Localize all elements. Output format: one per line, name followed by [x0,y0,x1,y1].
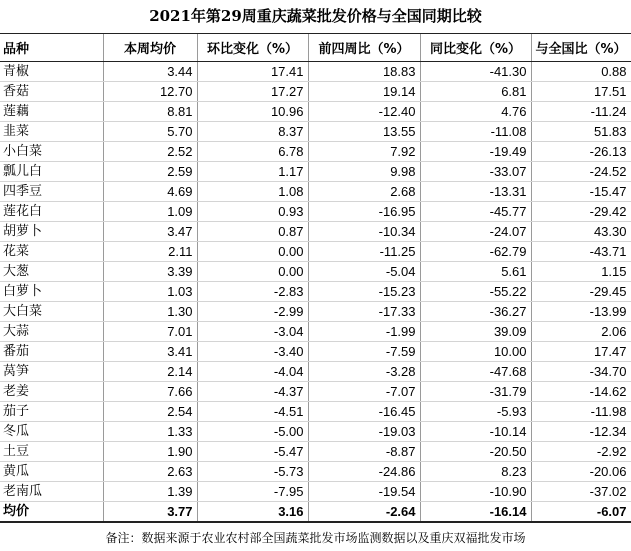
table-row [0,102,631,122]
table-cell: -31.79 [420,382,531,402]
table-cell: 4.76 [420,102,531,122]
table-cell: 1.30 [103,302,197,322]
table-cell: -29.42 [531,202,631,222]
table-cell: -3.04 [197,322,308,342]
column-header: 与全国比（%） [531,34,631,62]
table-cell: 0.00 [197,262,308,282]
table-cell: 9.98 [308,162,420,182]
table-cell: -11.08 [420,122,531,142]
vegetable-name: 莲藕 [0,102,103,122]
table-cell: -10.14 [420,422,531,442]
table-cell: 17.47 [531,342,631,362]
table-cell: 8.23 [420,462,531,482]
table-cell: 5.61 [420,262,531,282]
table-cell: 8.81 [103,102,197,122]
table-row [0,242,631,262]
table-row [0,202,631,222]
table-cell: -16.95 [308,202,420,222]
table-cell: 1.33 [103,422,197,442]
table-cell: 12.70 [103,82,197,102]
table-cell: -20.50 [420,442,531,462]
vegetable-name: 冬瓜 [0,422,103,442]
table-row [0,482,631,502]
table-cell: -41.30 [420,62,531,82]
table-cell: -43.71 [531,242,631,262]
table-cell: 17.27 [197,82,308,102]
table-cell: -13.99 [531,302,631,322]
column-header: 品种 [0,34,103,62]
table-row [0,402,631,422]
table-header-row [0,34,631,62]
table-cell: 3.41 [103,342,197,362]
table-cell: 7.01 [103,322,197,342]
table-cell: 10.00 [420,342,531,362]
table-row [0,462,631,482]
table-cell: 2.59 [103,162,197,182]
table-cell: -7.95 [197,482,308,502]
table-cell: -34.70 [531,362,631,382]
table-row [0,322,631,342]
table-cell: -55.22 [420,282,531,302]
table-cell: -1.99 [308,322,420,342]
table-cell: 3.44 [103,62,197,82]
table-cell: 3.39 [103,262,197,282]
vegetable-name: 青椒 [0,62,103,82]
table-cell: 0.88 [531,62,631,82]
table-cell: -5.47 [197,442,308,462]
table-cell: 2.63 [103,462,197,482]
table-cell: -14.62 [531,382,631,402]
table-cell: 0.87 [197,222,308,242]
table-cell: -12.40 [308,102,420,122]
price-comparison-table [0,33,631,523]
table-cell: -33.07 [420,162,531,182]
table-row [0,382,631,402]
vegetable-name: 四季豆 [0,182,103,202]
table-cell: -45.77 [420,202,531,222]
vegetable-name: 茄子 [0,402,103,422]
page-title: 2021年第29周重庆蔬菜批发价格与全国同期比较 [149,7,482,25]
table-row [0,262,631,282]
table-cell: 2.11 [103,242,197,262]
table-row [0,422,631,442]
table-cell: -8.87 [308,442,420,462]
table-body [0,62,631,523]
table-cell: 13.55 [308,122,420,142]
vegetable-name: 均价 [0,502,103,523]
vegetable-name: 胡萝卜 [0,222,103,242]
table-cell: -4.51 [197,402,308,422]
table-cell: -24.86 [308,462,420,482]
table-cell: -15.47 [531,182,631,202]
table-cell: -13.31 [420,182,531,202]
table-cell: 1.90 [103,442,197,462]
table-cell: -19.54 [308,482,420,502]
table-header [0,34,631,62]
table-cell: -11.98 [531,402,631,422]
table-cell: 6.81 [420,82,531,102]
table-cell: -19.03 [308,422,420,442]
table-cell: -62.79 [420,242,531,262]
table-cell: 18.83 [308,62,420,82]
table-cell: 1.08 [197,182,308,202]
table-cell: 2.52 [103,142,197,162]
column-header: 环比变化（%） [197,34,308,62]
table-row [0,362,631,382]
vegetable-name: 花菜 [0,242,103,262]
table-cell: -16.14 [420,502,531,523]
table-cell: 39.09 [420,322,531,342]
table-cell: -7.07 [308,382,420,402]
table-cell: 19.14 [308,82,420,102]
vegetable-name: 黄瓜 [0,462,103,482]
table-cell: -37.02 [531,482,631,502]
table-cell: 43.30 [531,222,631,242]
column-header: 同比变化（%） [420,34,531,62]
table-cell: -4.04 [197,362,308,382]
table-cell: 1.17 [197,162,308,182]
table-cell: -4.37 [197,382,308,402]
table-cell: -24.52 [531,162,631,182]
table-row [0,342,631,362]
table-cell: 1.09 [103,202,197,222]
table-row [0,62,631,82]
table-cell: -16.45 [308,402,420,422]
table-cell: 3.47 [103,222,197,242]
table-cell: -2.64 [308,502,420,523]
table-cell: 2.14 [103,362,197,382]
vegetable-name: 老姜 [0,382,103,402]
table-cell: 0.93 [197,202,308,222]
table-cell: -10.90 [420,482,531,502]
table-cell: -7.59 [308,342,420,362]
table-cell: 1.39 [103,482,197,502]
vegetable-name: 大蒜 [0,322,103,342]
table-cell: 17.51 [531,82,631,102]
table-cell: 2.54 [103,402,197,422]
source-note: 备注：数据来源于农业农村部全国蔬菜批发市场监测数据以及重庆双福批发市场 [105,531,526,545]
table-row [0,122,631,142]
vegetable-name: 香菇 [0,82,103,102]
table-cell: 3.16 [197,502,308,523]
table-cell: -5.93 [420,402,531,422]
column-header: 本周均价 [103,34,197,62]
table-cell: 2.06 [531,322,631,342]
vegetable-name: 番茄 [0,342,103,362]
table-row [0,302,631,322]
table-cell: -5.73 [197,462,308,482]
table-cell: 4.69 [103,182,197,202]
table-cell: -3.28 [308,362,420,382]
table-cell: 7.66 [103,382,197,402]
table-cell: -24.07 [420,222,531,242]
table-cell: -2.99 [197,302,308,322]
vegetable-name: 白萝卜 [0,282,103,302]
table-cell: 7.92 [308,142,420,162]
table-cell: -17.33 [308,302,420,322]
table-cell: 0.00 [197,242,308,262]
table-cell: -29.45 [531,282,631,302]
table-cell: -11.25 [308,242,420,262]
average-row [0,502,631,523]
table-row [0,442,631,462]
table-cell: 17.41 [197,62,308,82]
table-cell: 1.03 [103,282,197,302]
table-cell: 10.96 [197,102,308,122]
table-cell: -20.06 [531,462,631,482]
table-cell: 1.15 [531,262,631,282]
vegetable-name: 韭菜 [0,122,103,142]
vegetable-name: 大葱 [0,262,103,282]
vegetable-name: 大白菜 [0,302,103,322]
table-cell: -12.34 [531,422,631,442]
table-cell: -19.49 [420,142,531,162]
table-cell: -2.83 [197,282,308,302]
table-cell: 8.37 [197,122,308,142]
table-cell: -26.13 [531,142,631,162]
vegetable-name: 土豆 [0,442,103,462]
table-cell: 2.68 [308,182,420,202]
table-cell: -3.40 [197,342,308,362]
table-cell: 51.83 [531,122,631,142]
table-cell: -5.04 [308,262,420,282]
vegetable-name: 小白菜 [0,142,103,162]
table-row [0,282,631,302]
table-cell: -15.23 [308,282,420,302]
table-cell: -11.24 [531,102,631,122]
table-row [0,162,631,182]
table-cell: 6.78 [197,142,308,162]
table-cell: 5.70 [103,122,197,142]
table-cell: -47.68 [420,362,531,382]
table-row [0,182,631,202]
table-cell: -36.27 [420,302,531,322]
table-row [0,82,631,102]
table-cell: 3.77 [103,502,197,523]
table-cell: -10.34 [308,222,420,242]
vegetable-name: 莴笋 [0,362,103,382]
vegetable-name: 莲花白 [0,202,103,222]
table-cell: -6.07 [531,502,631,523]
vegetable-name: 老南瓜 [0,482,103,502]
vegetable-name: 瓢儿白 [0,162,103,182]
table-row [0,222,631,242]
table-cell: -2.92 [531,442,631,462]
column-header: 前四周比（%） [308,34,420,62]
table-cell: -5.00 [197,422,308,442]
table-row [0,142,631,162]
